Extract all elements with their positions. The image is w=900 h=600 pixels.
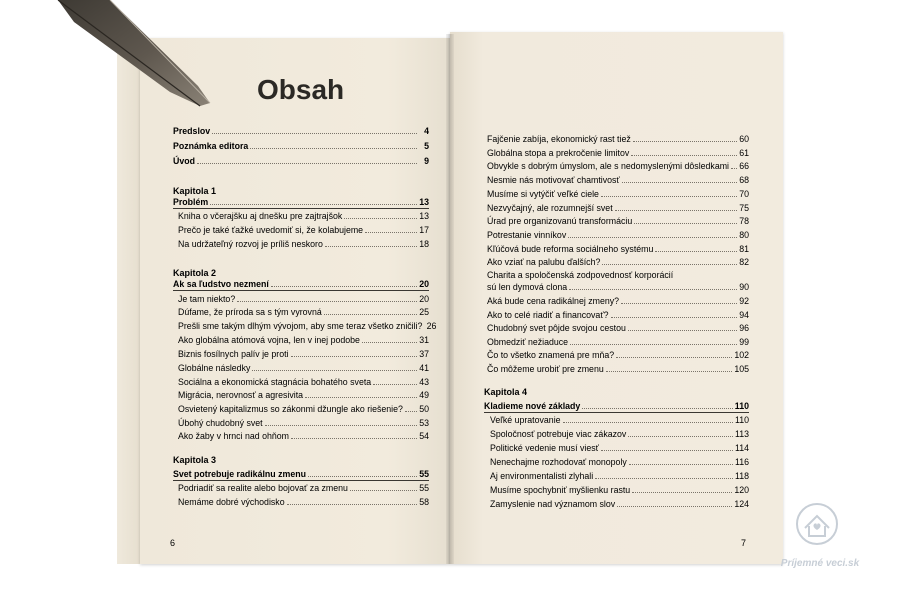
toc-entry: Nemáme dobré východisko 58 <box>178 497 429 507</box>
chapter-title: Problém 13 <box>173 197 429 207</box>
toc-entry: Čo to všetko znamená pre mňa? 102 <box>487 350 749 360</box>
chapter-rule <box>484 412 749 413</box>
chapter-label: Kapitola 3 <box>173 455 217 465</box>
chapter-title: Kladieme nové základy 110 <box>484 401 749 411</box>
toc-entry: Zamyslenie nad významom slov 124 <box>490 499 749 509</box>
toc-entry: Biznis fosílnych palív je proti 37 <box>178 349 429 359</box>
toc-entry: Ako to celé riadiť a financovať? 94 <box>487 310 749 320</box>
toc-entry: Úrad pre organizovanú transformáciu 78 <box>487 216 749 226</box>
toc-entry: Fajčenie zabíja, ekonomický rast tiež 60 <box>487 134 749 144</box>
toc-title: Obsah <box>257 74 345 105</box>
toc-entry: Kniha o včerajšku aj dnešku pre zajtrajšok 13 <box>178 211 429 221</box>
chapter-rule <box>173 208 429 209</box>
toc-entry: Politické vedenie musí viesť 114 <box>490 443 749 453</box>
toc-entry: Kľúčová bude reforma sociálneho systému 81 <box>487 244 749 254</box>
toc-entry: Obmedziť nežiaduce 99 <box>487 337 749 347</box>
toc-entry: Musíme spochybniť myšlienku rastu 120 <box>490 485 749 495</box>
toc-entry: Na udržateľný rozvoj je príliš neskoro 18 <box>178 239 429 249</box>
page-number: 6 <box>170 538 176 548</box>
page-number: 7 <box>741 538 747 548</box>
toc-entry: Úvod 9 <box>173 156 429 166</box>
toc-entry: Aká bude cena radikálnej zmeny? 92 <box>487 296 749 306</box>
chapter-label: Kapitola 4 <box>484 387 528 397</box>
book-gutter <box>446 34 454 564</box>
toc-entry: Prešli sme takým dlhým vývojom, aby sme teraz všetko zničili? 26 <box>178 321 437 331</box>
chapter-label: Kapitola 1 <box>173 186 217 196</box>
toc-entry: Nesmie nás motivovať chamtivosť 68 <box>487 175 749 185</box>
toc-entry: Prečo je také ťažké uvedomiť si, že kolabujeme 17 <box>178 225 429 235</box>
chapter-title: Svet potrebuje radikálnu zmenu 55 <box>173 469 429 479</box>
toc-entry: Spoločnosť potrebuje viac zákazov 113 <box>490 429 749 439</box>
toc-entry: Čo môžeme urobiť pre zmenu 105 <box>487 364 749 374</box>
toc-entry: Sociálna a ekonomická stagnácia bohatého sveta 43 <box>178 377 429 387</box>
toc-entry: Aj environmentalisti zlyhali 118 <box>490 471 749 481</box>
knife-blade-icon <box>0 0 230 120</box>
toc-entry: Úbohý chudobný svet 53 <box>178 418 429 428</box>
toc-entry: Veľké upratovanie 110 <box>490 415 749 425</box>
toc-entry: Obvykle s dobrým úmyslom, ale s nedomyslenými dôsledkami 66 <box>487 161 749 171</box>
toc-entry: Dúfame, že príroda sa s tým vyrovná 25 <box>178 307 429 317</box>
toc-entry: Nezvyčajný, ale rozumnejší svet 75 <box>487 203 749 213</box>
toc-entry: Je tam niekto? 20 <box>178 294 429 304</box>
toc-entry: Poznámka editora 5 <box>173 141 429 151</box>
toc-entry: Ako globálna atómová vojna, len v inej podobe 31 <box>178 335 429 345</box>
toc-entry: Globálne následky 41 <box>178 363 429 373</box>
toc-entry: Ako vziať na palubu ďalších? 82 <box>487 257 749 267</box>
toc-entry-line1: Charita a spoločenská zodpovednosť korporácií <box>487 270 674 280</box>
toc-entry: Globálna stopa a prekročenie limitov 61 <box>487 148 749 158</box>
toc-entry: Migrácia, nerovnosť a agresivita 49 <box>178 390 429 400</box>
toc-entry: Musíme si vytýčiť veľké ciele 70 <box>487 189 749 199</box>
chapter-title: Ak sa ľudstvo nezmení 20 <box>173 279 429 289</box>
toc-entry: Osvietený kapitalizmus so zákonmi džungle ako riešenie? 50 <box>178 404 429 414</box>
chapter-rule <box>173 480 429 481</box>
toc-entry: Chudobný svet pôjde svojou cestou 96 <box>487 323 749 333</box>
toc-entry: Predslov 4 <box>173 126 429 136</box>
toc-entry: Potrestanie vinníkov 80 <box>487 230 749 240</box>
toc-entry: sú len dymová clona 90 <box>487 282 749 292</box>
toc-entry: Nenechajme rozhodovať monopoly 116 <box>490 457 749 467</box>
toc-entry: Podriadiť sa realite alebo bojovať za zmenu 55 <box>178 483 429 493</box>
toc-entry: Ako žaby v hrnci nad ohňom 54 <box>178 431 429 441</box>
chapter-rule <box>173 290 429 291</box>
watermark-text: Príjemné veci.sk <box>780 558 860 569</box>
chapter-label: Kapitola 2 <box>173 268 217 278</box>
